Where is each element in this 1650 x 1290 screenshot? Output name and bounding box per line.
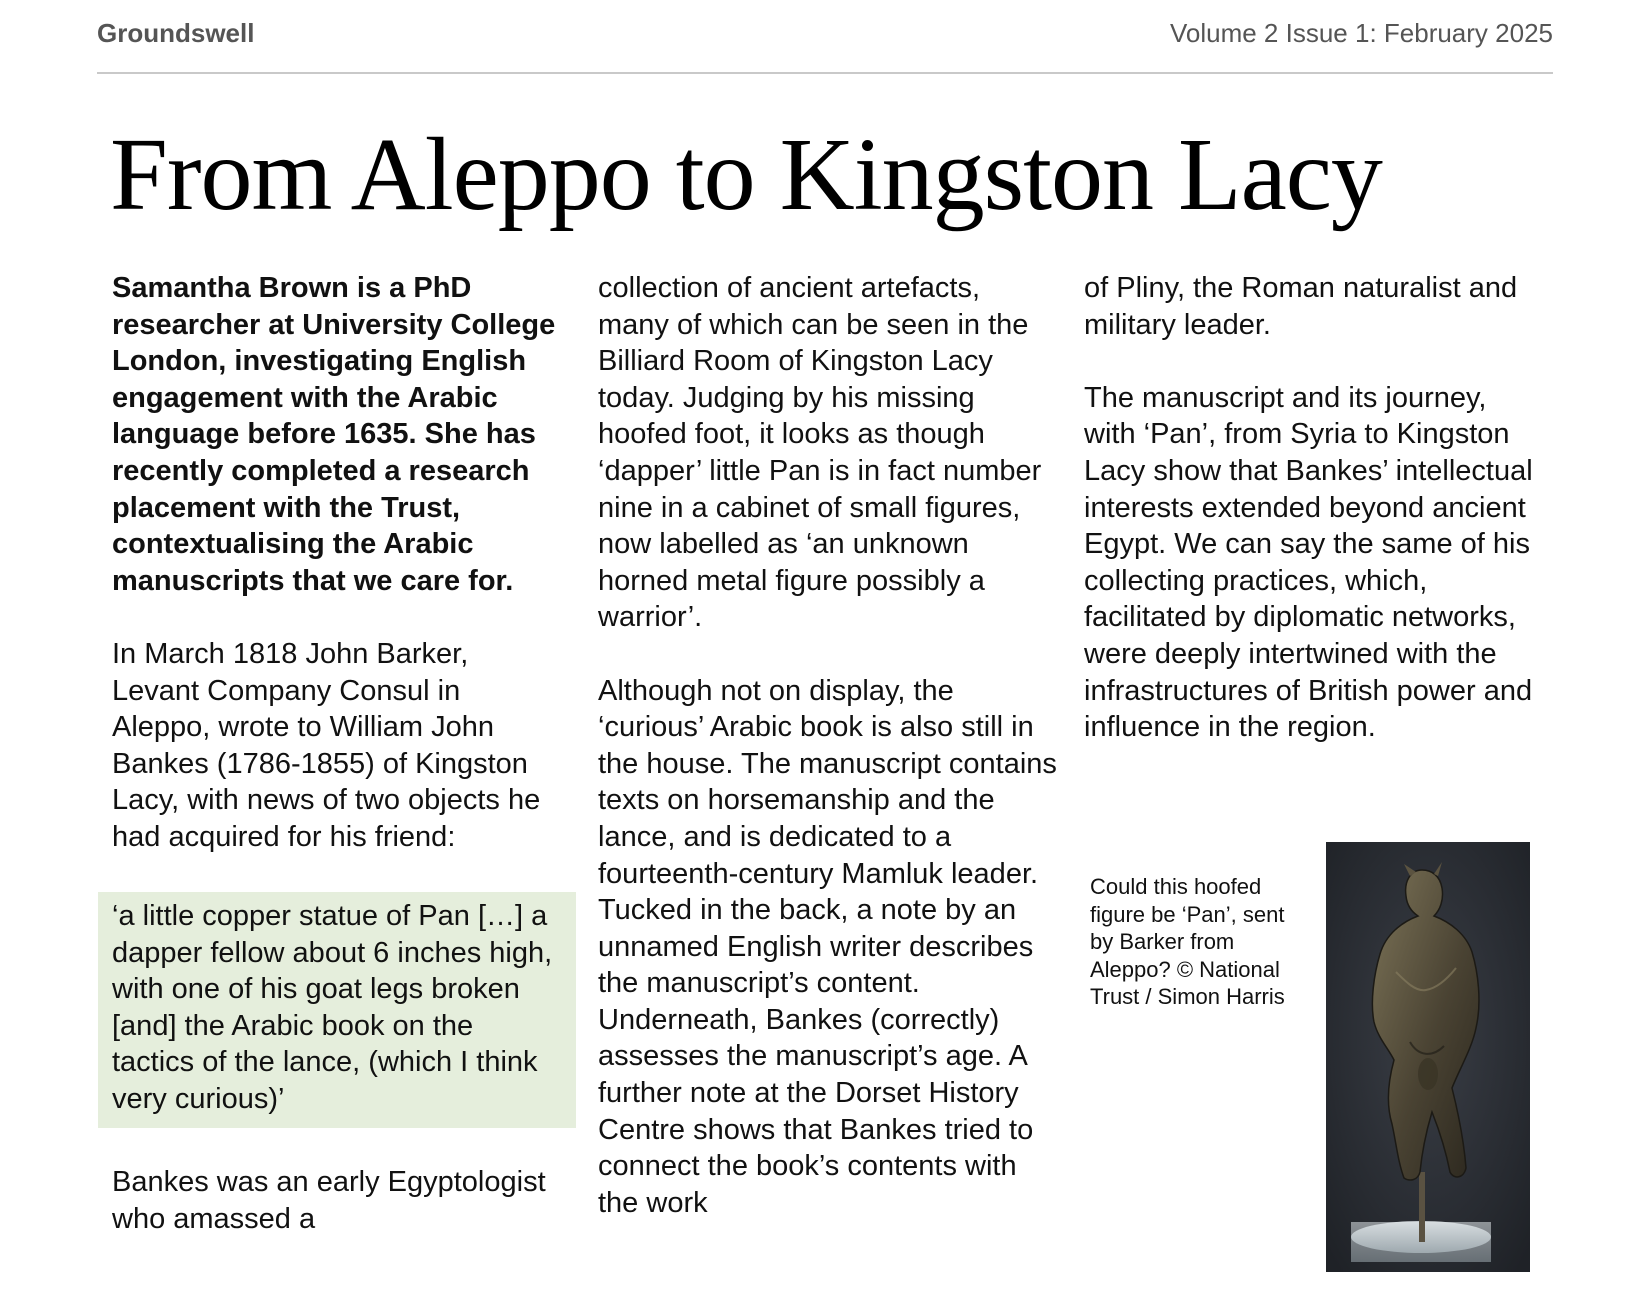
article-title: From Aleppo to Kingston Lacy bbox=[110, 117, 1382, 232]
publication-name: Groundswell bbox=[97, 18, 255, 48]
bronze-figure-image bbox=[1326, 842, 1530, 1272]
figure-caption: Could this hoofed figure be ‘Pan’, sent by Barker from Aleppo? © National Trust / Simon Harris bbox=[1090, 874, 1285, 1009]
paragraph-bankes-continued: collection of ancient artefacts, many of which can be seen in the Billiard Room of Kingston Lacy today. Judging by his missing hoofed foot, it looks as though ‘dapper’ little Pan is in fact number nine in a cabinet of small figures, now labelled as ‘an unknown horned metal figure possibly a warrior’. bbox=[598, 272, 1042, 634]
paragraph-bankes-start: Bankes was an early Egyptologist who amassed a bbox=[112, 1166, 546, 1235]
issue-info: Volume 2 Issue 1: February 2025 bbox=[1169, 18, 1553, 48]
paragraph-manuscript: Although not on display, the ‘curious’ Arabic book is also still in the house. The manuscript contains texts on horsemanship and the lance, and is dedicated to a fourteenth-century Mamluk leader. Tucked in the back, a note by an unnamed English writer describes the manuscript’s content. Underneath, Bankes (correctly) assesses the manuscript’s age. A further note at the Dorset History Centre shows that Bankes tried to connect the book’s contents with the work bbox=[598, 674, 1057, 1219]
paragraph-conclusion: The manuscript and its journey, with ‘Pan’, from Syria to Kingston Lacy show that Bankes’ intellectual interests extended beyond ancient Egypt. We can say the same of his collecting practices, which, facilitated by diplomatic networks, were deeply intertwined with the infrastructures of British power and influence in the region. bbox=[1084, 381, 1533, 744]
highlighted-quote: ‘a little copper statue of Pan […] a dapper fellow about 6 inches high, with one of his goat legs broken [and] the Arabic book on the tactics of the lance, (which I think very curious)’ bbox=[98, 892, 576, 1128]
column-3 bbox=[1084, 270, 1539, 782]
paragraph-barker-letter: In March 1818 John Barker, Levant Company Consul in Aleppo, wrote to William John Bankes (1786-1855) of Kingston Lacy, with news of two objects he had acquired for his friend: bbox=[112, 637, 541, 853]
masthead bbox=[97, 14, 1553, 74]
column-1 bbox=[112, 270, 562, 1274]
paragraph-manuscript-continued: of Pliny, the Roman naturalist and military leader. bbox=[1084, 272, 1518, 341]
pan-figure-photo bbox=[1326, 842, 1530, 1272]
column-2 bbox=[598, 270, 1058, 1258]
author-intro: Samantha Brown is a PhD researcher at University College London, investigating English engagement with the Arabic language before 1635. She has recently completed a research placement with the Trust, contextualising the Arabic manuscripts that we care for. bbox=[112, 272, 556, 597]
